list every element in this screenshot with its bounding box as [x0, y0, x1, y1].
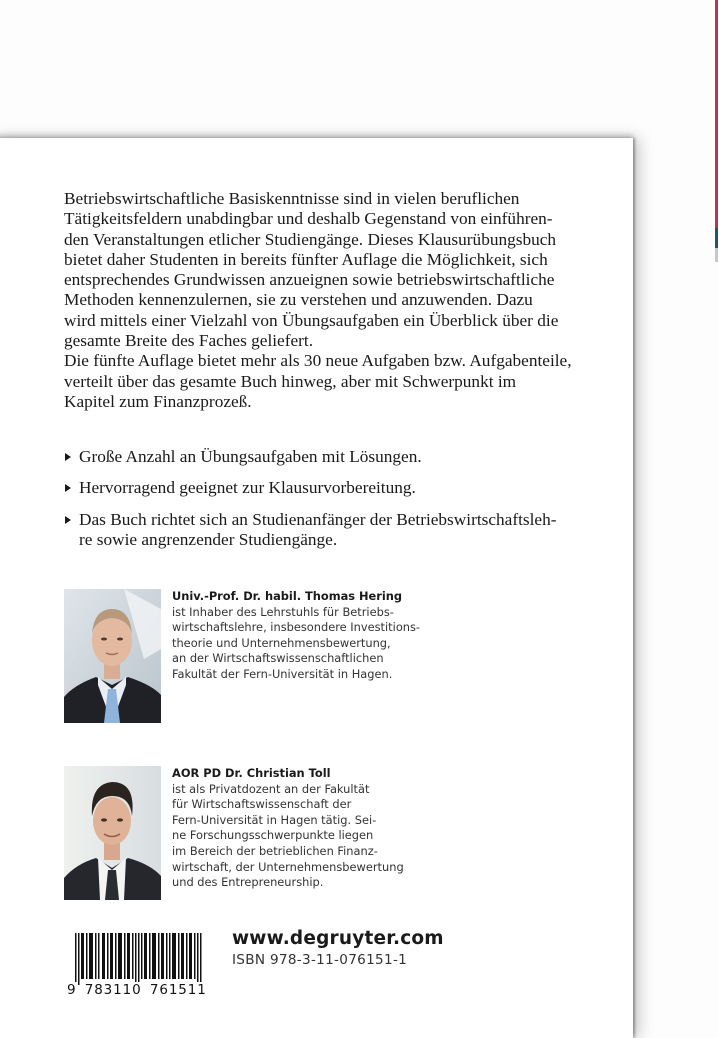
- author-bio-line: und des Entrepreneurship.: [172, 875, 324, 890]
- description-line: Die fünfte Auflage bietet mehr als 30 neue Aufgaben bzw. Aufgabenteile,: [64, 351, 572, 371]
- author-block-toll: [64, 766, 584, 901]
- description-line: wird mittels einer Vielzahl von Übungsaufgaben ein Überblick über die: [64, 310, 559, 330]
- publisher-website: www.degruyter.com: [232, 928, 444, 949]
- description-line: bietet daher Studenten in bereits fünfter Auflage die Möglichkeit, sich: [64, 249, 548, 269]
- barcode-number: [67, 982, 207, 998]
- feature-text: Große Anzahl an Übungsaufgaben mit Lösungen.: [79, 447, 422, 466]
- triangle-bullet-icon: [65, 453, 71, 461]
- description-line: Betriebswirtschaftliche Basiskenntnisse sind in vielen beruflichen: [64, 189, 520, 208]
- author-bio-line: ist Inhaber des Lehrstuhls für Betriebs-: [172, 604, 394, 619]
- author-photo-hering: [64, 589, 161, 723]
- barcode-digits-group2: 761511: [149, 982, 207, 998]
- description-line: entsprechendes Grundwissen anzueignen sowie betriebswirtschaftliche: [64, 270, 555, 290]
- author-photo-toll: [64, 766, 161, 900]
- description-line: verteilt über das gesamte Buch hinweg, aber mit Schwerpunkt im: [64, 371, 517, 391]
- author-info-toll: [172, 766, 472, 891]
- feature-text: Hervorragend geeignet zur Klausurvorbereitung.: [79, 478, 416, 498]
- author-bio-line: für Wirtschaftswissenschaft der: [172, 797, 352, 812]
- spine-red-band: [715, 0, 718, 228]
- author-block-hering: [64, 589, 584, 724]
- description-line: Methoden kennenzulernen, sie zu verstehen und anzuwenden. Dazu: [64, 290, 533, 310]
- feature-text: Das Buch richtet sich an Studienanfänger der Betriebswirtschaftsleh-: [79, 509, 557, 529]
- description-line: gesamte Breite des Faches geliefert.: [64, 331, 314, 351]
- spine-blue-band: [715, 228, 718, 248]
- author-bio-line: im Bereich der betrieblichen Finanz-: [172, 843, 378, 858]
- isbn-barcode: [67, 930, 207, 1000]
- author-info-hering: [172, 589, 472, 683]
- feature-item: [64, 447, 609, 467]
- triangle-bullet-icon: [65, 484, 71, 492]
- description-line: Kapitel zum Finanzprozeß.: [64, 391, 252, 411]
- author-name: Univ.-Prof. Dr. habil. Thomas Hering: [172, 589, 403, 603]
- author-bio-line: an der Wirtschaftswissenschaftlichen: [172, 651, 384, 666]
- barcode-bars-icon: [75, 933, 203, 985]
- author-bio-line: Fern-Universität in Hagen tätig. Sei-: [172, 812, 377, 827]
- author-bio-line: wirtschaft, der Unternehmensbewertung: [172, 859, 404, 874]
- book-description: [64, 189, 604, 412]
- triangle-bullet-icon: [65, 516, 71, 524]
- author-bio-line: ist als Privatdozent an der Fakultät: [172, 781, 370, 796]
- feature-list: [64, 447, 609, 561]
- description-line: Tätigkeitsfeldern unabdingbar und deshalb Gegenstand von einführen-: [64, 209, 553, 229]
- feature-text: re sowie angrenzender Studiengänge.: [79, 529, 338, 549]
- isbn-text: ISBN 978-3-11-076151-1: [232, 952, 408, 968]
- author-bio-line: ne Forschungsschwerpunkte liegen: [172, 828, 374, 843]
- description-line: den Veranstaltungen etlicher Studiengänge. Dieses Klausurübungsbuch: [64, 229, 557, 249]
- feature-item: [64, 478, 609, 498]
- barcode-digit-first: 9: [67, 982, 77, 998]
- spine-grey-band: [715, 248, 718, 262]
- author-bio-line: wirtschaftslehre, insbesondere Investitions-: [172, 620, 421, 635]
- author-bio-line: Fakultät der Fern-Universität in Hagen.: [172, 666, 393, 681]
- barcode-digits-group1: 783110: [84, 982, 142, 998]
- spine-edge-strip: [715, 0, 718, 265]
- feature-item: [64, 510, 609, 551]
- author-name: AOR PD Dr. Christian Toll: [172, 766, 331, 780]
- author-bio-line: theorie und Unternehmensbewertung,: [172, 635, 391, 650]
